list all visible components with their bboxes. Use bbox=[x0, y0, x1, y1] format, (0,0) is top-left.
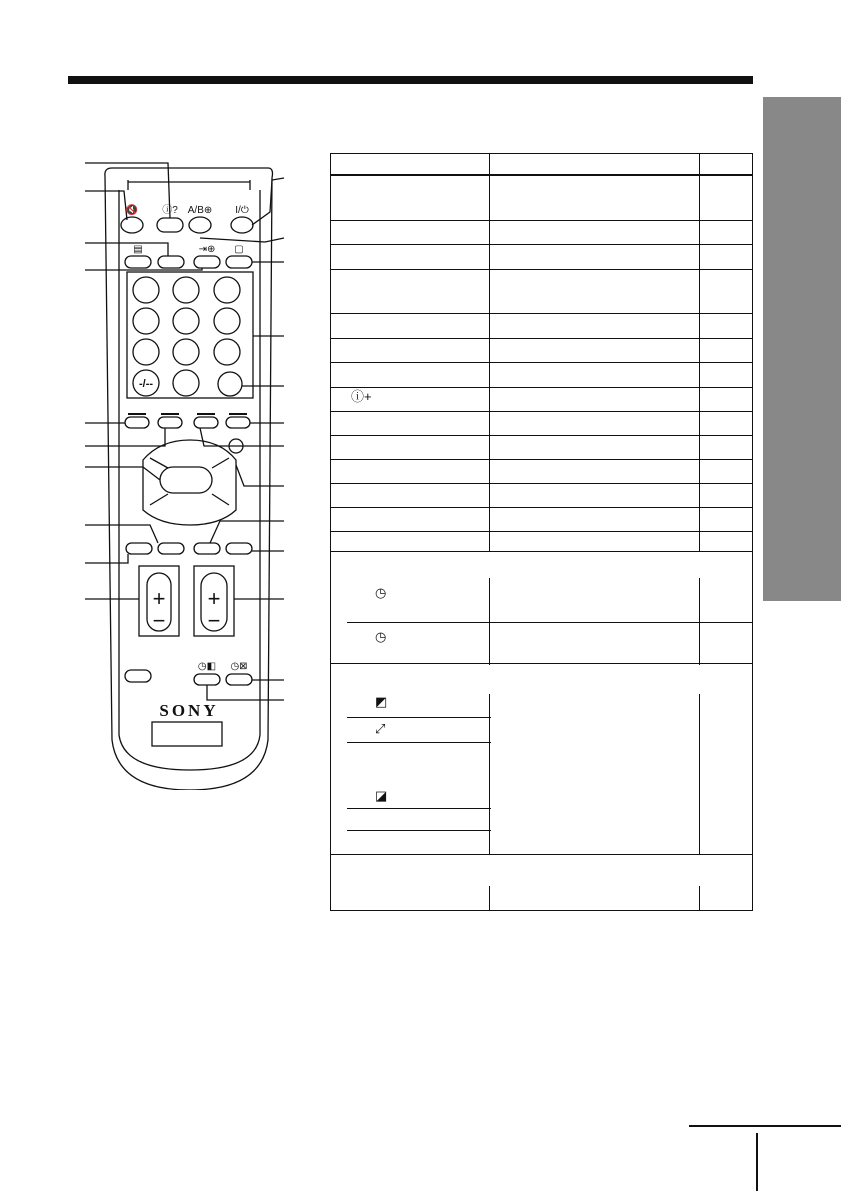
power-key bbox=[231, 217, 253, 233]
power-icon: I/⏻ bbox=[235, 205, 249, 216]
section-rule bbox=[68, 76, 753, 84]
info-icon: ⓘ? bbox=[162, 205, 178, 216]
ir-window bbox=[152, 722, 222, 746]
vol-minus-icon: − bbox=[152, 608, 166, 633]
pip-position-icon: ◪ bbox=[375, 788, 388, 803]
digit-dash-label: -/-- bbox=[138, 378, 154, 390]
teletext-icon: ▤ bbox=[133, 244, 143, 255]
timer-on-icon: ◷ bbox=[375, 585, 387, 600]
remote-control-illustration bbox=[0, 150, 330, 790]
pip-on-icon: ◩ bbox=[375, 694, 388, 709]
timer-off-icon: ◷⊠ bbox=[230, 661, 248, 672]
sleep-icon: ◷◧ bbox=[197, 661, 217, 672]
prog-minus-icon: − bbox=[207, 608, 221, 633]
footer-rule bbox=[689, 1125, 841, 1127]
nav-pad bbox=[143, 440, 236, 525]
input-icon: ⇥⊕ bbox=[198, 244, 216, 255]
mute-key bbox=[121, 217, 143, 233]
info-key bbox=[157, 218, 183, 232]
input-key bbox=[194, 256, 220, 268]
pip-swap-icon: ⤢ bbox=[375, 721, 386, 736]
screen-icon: ▢ bbox=[234, 244, 244, 255]
footer-divider bbox=[756, 1133, 758, 1191]
vol-plus-icon: + bbox=[152, 586, 166, 611]
remote-top-slot bbox=[128, 180, 250, 190]
sony-logo: SONY bbox=[159, 701, 219, 720]
nav-ok bbox=[160, 467, 212, 493]
screen-key bbox=[226, 256, 252, 268]
prog-plus-icon: + bbox=[207, 586, 221, 611]
info-plus-icon: ⓘ+ bbox=[351, 389, 372, 404]
teletext-key bbox=[125, 256, 151, 268]
ab-icon: A/B⊕ bbox=[187, 205, 213, 216]
remote-body bbox=[105, 168, 273, 790]
key-2a bbox=[158, 256, 184, 268]
timer-off-icon: ◷ bbox=[375, 629, 387, 644]
mute-icon: 🔇 bbox=[125, 205, 139, 216]
ab-key bbox=[189, 217, 211, 233]
chapter-side-tab bbox=[763, 97, 841, 601]
function-reference-table bbox=[330, 153, 753, 911]
